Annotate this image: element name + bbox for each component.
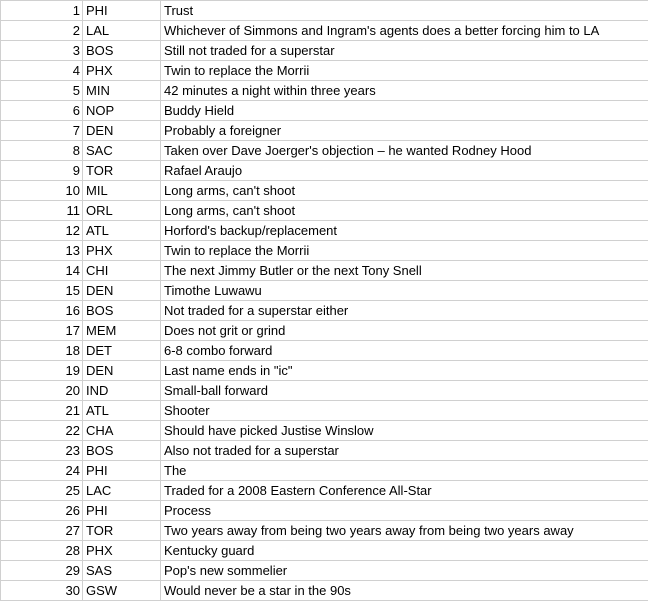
- team-cell[interactable]: NOP: [83, 101, 161, 121]
- pick-number-cell[interactable]: 13: [1, 241, 83, 261]
- pick-number-cell[interactable]: 6: [1, 101, 83, 121]
- table-row: [1, 481, 648, 501]
- pick-number-cell[interactable]: 8: [1, 141, 83, 161]
- note-cell[interactable]: 6-8 combo forward: [161, 341, 648, 361]
- pick-number-cell[interactable]: 22: [1, 421, 83, 441]
- table-row: [1, 581, 648, 601]
- table-row: [1, 401, 648, 421]
- note-cell[interactable]: Last name ends in "ic": [161, 361, 648, 381]
- team-cell[interactable]: GSW: [83, 581, 161, 601]
- team-cell[interactable]: PHI: [83, 501, 161, 521]
- pick-number-cell[interactable]: 1: [1, 1, 83, 21]
- note-cell[interactable]: Not traded for a superstar either: [161, 301, 648, 321]
- pick-number-cell[interactable]: 7: [1, 121, 83, 141]
- table-row: [1, 241, 648, 261]
- table-row: [1, 381, 648, 401]
- team-cell[interactable]: SAS: [83, 561, 161, 581]
- team-cell[interactable]: BOS: [83, 301, 161, 321]
- table-row: [1, 21, 648, 41]
- table-row: [1, 1, 648, 21]
- note-cell[interactable]: Two years away from being two years away from being two years away: [161, 521, 648, 541]
- note-cell[interactable]: Small-ball forward: [161, 381, 648, 401]
- note-cell[interactable]: Buddy Hield: [161, 101, 648, 121]
- note-cell[interactable]: Long arms, can't shoot: [161, 181, 648, 201]
- table-row: [1, 41, 648, 61]
- pick-number-cell[interactable]: 9: [1, 161, 83, 181]
- note-cell[interactable]: Still not traded for a superstar: [161, 41, 648, 61]
- note-cell[interactable]: 42 minutes a night within three years: [161, 81, 648, 101]
- table-row: [1, 61, 648, 81]
- table-row: [1, 121, 648, 141]
- team-cell[interactable]: PHI: [83, 461, 161, 481]
- table-row: [1, 561, 648, 581]
- team-cell[interactable]: PHI: [83, 1, 161, 21]
- pick-number-cell[interactable]: 16: [1, 301, 83, 321]
- team-cell[interactable]: PHX: [83, 61, 161, 81]
- table-row: [1, 221, 648, 241]
- table-row: [1, 301, 648, 321]
- team-cell[interactable]: DEN: [83, 121, 161, 141]
- note-cell[interactable]: Twin to replace the Morrii: [161, 61, 648, 81]
- pick-number-cell[interactable]: 15: [1, 281, 83, 301]
- team-cell[interactable]: CHA: [83, 421, 161, 441]
- table-row: [1, 341, 648, 361]
- team-cell[interactable]: PHX: [83, 541, 161, 561]
- pick-number-cell[interactable]: 18: [1, 341, 83, 361]
- table-row: [1, 101, 648, 121]
- team-cell[interactable]: DEN: [83, 281, 161, 301]
- note-cell[interactable]: Trust: [161, 1, 648, 21]
- team-cell[interactable]: ATL: [83, 221, 161, 241]
- table-row: [1, 261, 648, 281]
- pick-number-cell[interactable]: 27: [1, 521, 83, 541]
- table-row: [1, 541, 648, 561]
- team-cell[interactable]: MIL: [83, 181, 161, 201]
- note-cell[interactable]: Pop's new sommelier: [161, 561, 648, 581]
- note-cell[interactable]: Process: [161, 501, 648, 521]
- table-row: [1, 501, 648, 521]
- table-row: [1, 521, 648, 541]
- pick-number-cell[interactable]: 30: [1, 581, 83, 601]
- table-row: [1, 361, 648, 381]
- team-cell[interactable]: BOS: [83, 41, 161, 61]
- note-cell[interactable]: Should have picked Justise Winslow: [161, 421, 648, 441]
- note-cell[interactable]: The: [161, 461, 648, 481]
- note-cell[interactable]: Rafael Araujo: [161, 161, 648, 181]
- team-cell[interactable]: SAC: [83, 141, 161, 161]
- note-cell[interactable]: Traded for a 2008 Eastern Conference All-Star: [161, 481, 648, 501]
- team-cell[interactable]: DET: [83, 341, 161, 361]
- pick-number-cell[interactable]: 12: [1, 221, 83, 241]
- team-cell[interactable]: ATL: [83, 401, 161, 421]
- table-row: [1, 421, 648, 441]
- team-cell[interactable]: MIN: [83, 81, 161, 101]
- team-cell[interactable]: PHX: [83, 241, 161, 261]
- pick-number-cell[interactable]: 4: [1, 61, 83, 81]
- note-cell[interactable]: Horford's backup/replacement: [161, 221, 648, 241]
- table-row: [1, 441, 648, 461]
- note-cell[interactable]: Also not traded for a superstar: [161, 441, 648, 461]
- table-row: [1, 81, 648, 101]
- note-cell[interactable]: Timothe Luwawu: [161, 281, 648, 301]
- pick-number-cell[interactable]: 25: [1, 481, 83, 501]
- note-cell[interactable]: Taken over Dave Joerger's objection – he wanted Rodney Hood: [161, 141, 648, 161]
- table-row: [1, 281, 648, 301]
- team-cell[interactable]: TOR: [83, 161, 161, 181]
- pick-number-cell[interactable]: 11: [1, 201, 83, 221]
- team-cell[interactable]: MEM: [83, 321, 161, 341]
- table-row: [1, 201, 648, 221]
- table-row: [1, 181, 648, 201]
- pick-number-cell[interactable]: 19: [1, 361, 83, 381]
- pick-number-cell[interactable]: 23: [1, 441, 83, 461]
- pick-number-cell[interactable]: 14: [1, 261, 83, 281]
- table-row: [1, 461, 648, 481]
- pick-number-cell[interactable]: 2: [1, 21, 83, 41]
- table-body: [1, 1, 648, 601]
- note-cell[interactable]: Kentucky guard: [161, 541, 648, 561]
- note-cell[interactable]: Would never be a star in the 90s: [161, 581, 648, 601]
- team-cell[interactable]: ORL: [83, 201, 161, 221]
- team-cell[interactable]: LAL: [83, 21, 161, 41]
- pick-number-cell[interactable]: 5: [1, 81, 83, 101]
- note-cell[interactable]: Long arms, can't shoot: [161, 201, 648, 221]
- pick-number-cell[interactable]: 10: [1, 181, 83, 201]
- team-cell[interactable]: LAC: [83, 481, 161, 501]
- team-cell[interactable]: IND: [83, 381, 161, 401]
- team-cell[interactable]: DEN: [83, 361, 161, 381]
- pick-number-cell[interactable]: 3: [1, 41, 83, 61]
- note-cell[interactable]: Whichever of Simmons and Ingram's agents does a better forcing him to LA: [161, 21, 648, 41]
- team-cell[interactable]: BOS: [83, 441, 161, 461]
- note-cell[interactable]: Does not grit or grind: [161, 321, 648, 341]
- pick-number-cell[interactable]: 24: [1, 461, 83, 481]
- table-row: [1, 141, 648, 161]
- pick-number-cell[interactable]: 21: [1, 401, 83, 421]
- table-row: [1, 321, 648, 341]
- table-row: [1, 161, 648, 181]
- pick-number-cell[interactable]: 17: [1, 321, 83, 341]
- pick-number-cell[interactable]: 20: [1, 381, 83, 401]
- note-cell[interactable]: Twin to replace the Morrii: [161, 241, 648, 261]
- pick-number-cell[interactable]: 29: [1, 561, 83, 581]
- team-cell[interactable]: CHI: [83, 261, 161, 281]
- team-cell[interactable]: TOR: [83, 521, 161, 541]
- pick-number-cell[interactable]: 28: [1, 541, 83, 561]
- note-cell[interactable]: Shooter: [161, 401, 648, 421]
- pick-number-cell[interactable]: 26: [1, 501, 83, 521]
- note-cell[interactable]: Probably a foreigner: [161, 121, 648, 141]
- note-cell[interactable]: The next Jimmy Butler or the next Tony Snell: [161, 261, 648, 281]
